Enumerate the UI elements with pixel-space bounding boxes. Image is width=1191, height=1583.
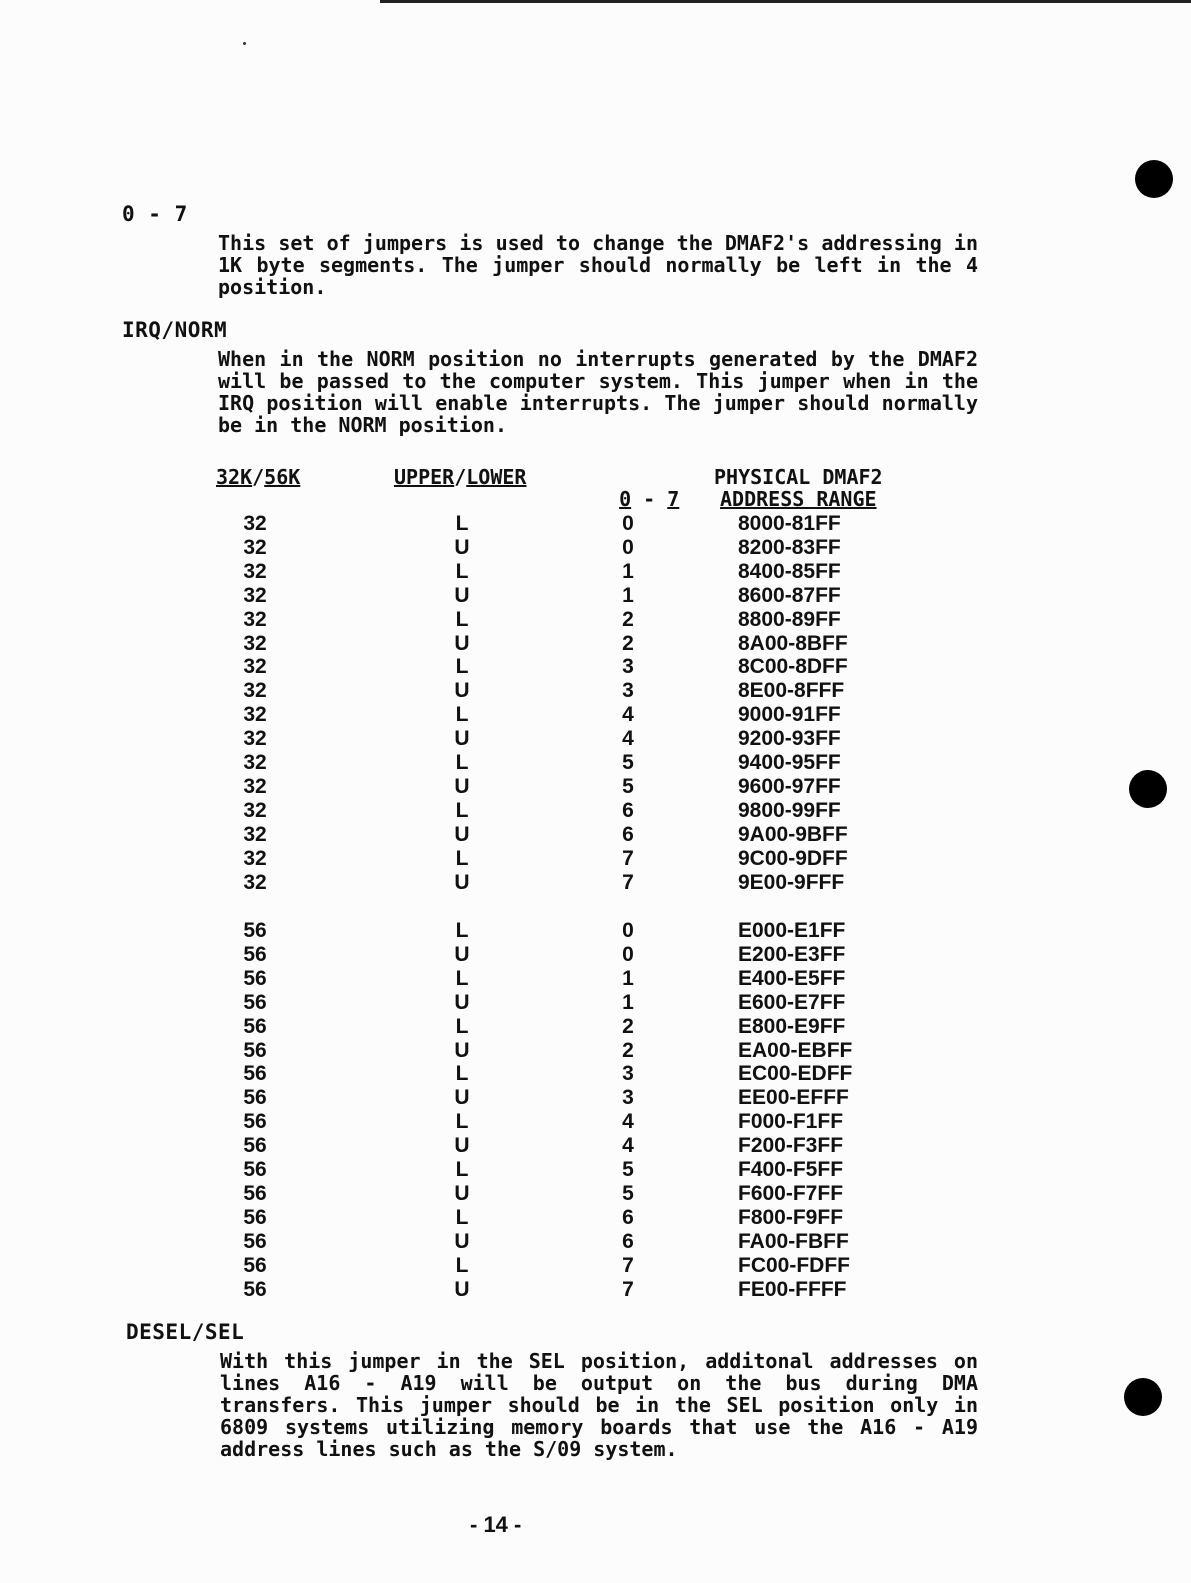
row-address-range: 9200-93FF <box>738 727 841 751</box>
row-segment: 3 <box>622 1086 634 1110</box>
table-row <box>0 703 1191 725</box>
table-row <box>0 727 1191 749</box>
row-address-range: EE00-EFFF <box>738 1086 849 1110</box>
row-address-range: 9E00-9FFF <box>738 870 845 894</box>
row-half: U <box>454 1181 470 1205</box>
row-size: 56 <box>243 942 267 966</box>
section-text-desel-sel: With this jumper in the SEL position, additonal addresses on lines A16 - A19 will be output on the bus during DMA transfers. This jumper should be in the SEL position only in 6809 systems utilizing memory boards that use the A16 - A19 address lines such as the S/09 system. <box>220 1349 978 1461</box>
row-address-range: 8A00-8BFF <box>738 631 848 655</box>
row-half: U <box>454 942 470 966</box>
table-row <box>0 775 1191 797</box>
section-text-0-7: This set of jumpers is used to change the DMAF2's addressing in 1K byte segments. The jumper should normally be left in the 4 position. <box>218 231 978 299</box>
table-header-address-range: PHYSICAL DMAF2 ADDRESS RANGE <box>714 465 883 511</box>
row-half: U <box>454 1277 470 1301</box>
row-address-range: 9C00-9DFF <box>738 846 848 870</box>
page-number: - 14 - <box>470 1512 522 1537</box>
table-header-size: 32K/56K <box>216 465 301 489</box>
row-segment: 7 <box>622 846 634 870</box>
row-half: U <box>454 583 470 607</box>
row-segment: 7 <box>622 1253 634 1277</box>
row-segment: 2 <box>622 607 634 631</box>
row-half: L <box>455 919 469 942</box>
binder-hole-top <box>1135 160 1173 198</box>
row-half: L <box>455 559 469 583</box>
row-address-range: 8C00-8DFF <box>738 655 848 679</box>
row-size: 32 <box>243 751 267 774</box>
row-segment: 2 <box>622 1038 634 1062</box>
row-address-range: FA00-FBFF <box>738 1229 849 1253</box>
row-size: 56 <box>243 1229 267 1253</box>
table-row <box>0 1254 1191 1276</box>
section-text-irq-norm: When in the NORM position no interrupts generated by the DMAF2 will be passed to the computer system. This jumper when in the IRQ position will enable interrupts. The jumper should normally be in the NORM position. <box>218 347 978 437</box>
table-row <box>0 823 1191 845</box>
row-address-range: 9600-97FF <box>738 774 841 798</box>
row-address-range: 8000-81FF <box>738 512 841 535</box>
row-half: U <box>454 990 470 1014</box>
row-size: 56 <box>243 1181 267 1205</box>
row-segment: 6 <box>622 1205 634 1229</box>
row-size: 56 <box>243 1253 267 1277</box>
table-row <box>0 608 1191 630</box>
section-heading-irq-norm: IRQ/NORM <box>122 318 228 342</box>
table-row <box>0 799 1191 821</box>
row-size: 56 <box>243 1158 267 1181</box>
row-size: 32 <box>243 846 267 870</box>
section-heading-0-7: 0 - 7 <box>122 202 188 226</box>
table-row <box>0 655 1191 677</box>
table-row <box>0 943 1191 965</box>
table-row <box>0 512 1191 534</box>
row-size: 56 <box>243 990 267 1014</box>
row-half: L <box>455 846 469 870</box>
row-segment: 2 <box>622 1014 634 1038</box>
top-border-line <box>380 0 1191 3</box>
row-address-range: 8E00-8FFF <box>738 679 845 703</box>
row-segment: 0 <box>622 919 634 942</box>
row-size: 56 <box>243 1062 267 1086</box>
table-header-segment: 0 - 7 <box>619 487 680 511</box>
row-segment: 0 <box>622 512 634 535</box>
table-row <box>0 847 1191 869</box>
table-row <box>0 560 1191 582</box>
table-row <box>0 1062 1191 1084</box>
table-row <box>0 1086 1191 1108</box>
row-segment: 4 <box>622 1110 634 1134</box>
row-segment: 1 <box>622 583 634 607</box>
row-half: L <box>455 512 469 535</box>
row-segment: 5 <box>622 1158 634 1181</box>
table-row <box>0 1182 1191 1204</box>
row-half: U <box>454 1038 470 1062</box>
row-size: 56 <box>243 1014 267 1038</box>
row-address-range: FC00-FDFF <box>738 1253 850 1277</box>
table-row <box>0 1015 1191 1037</box>
row-address-range: E800-E9FF <box>738 1014 846 1038</box>
row-address-range: 8200-83FF <box>738 535 841 559</box>
row-half: U <box>454 535 470 559</box>
table-row <box>0 632 1191 654</box>
row-size: 32 <box>243 703 267 727</box>
row-half: U <box>454 774 470 798</box>
row-size: 32 <box>243 774 267 798</box>
row-segment: 0 <box>622 942 634 966</box>
row-address-range: F400-F5FF <box>738 1158 844 1181</box>
row-segment: 6 <box>622 822 634 846</box>
table-row <box>0 1278 1191 1300</box>
row-segment: 1 <box>622 990 634 1014</box>
row-half: U <box>454 1086 470 1110</box>
row-half: U <box>454 727 470 751</box>
row-segment: 1 <box>622 559 634 583</box>
row-segment: 5 <box>622 1181 634 1205</box>
row-segment: 5 <box>622 751 634 774</box>
row-size: 32 <box>243 559 267 583</box>
table-row <box>0 1039 1191 1061</box>
table-row <box>0 751 1191 773</box>
row-segment: 1 <box>622 966 634 990</box>
row-size: 32 <box>243 870 267 894</box>
row-size: 32 <box>243 655 267 679</box>
row-size: 32 <box>243 727 267 751</box>
row-segment: 4 <box>622 703 634 727</box>
row-size: 32 <box>243 822 267 846</box>
row-address-range: FE00-FFFF <box>738 1277 847 1301</box>
row-address-range: E000-E1FF <box>738 919 846 942</box>
table-row <box>0 1158 1191 1180</box>
row-address-range: E200-E3FF <box>738 942 846 966</box>
row-size: 32 <box>243 607 267 631</box>
row-size: 56 <box>243 1134 267 1158</box>
table-header-upper-lower: UPPER/LOWER <box>394 465 527 489</box>
row-segment: 3 <box>622 655 634 679</box>
row-half: U <box>454 822 470 846</box>
row-address-range: 9400-95FF <box>738 751 841 774</box>
row-address-range: 8400-85FF <box>738 559 841 583</box>
row-segment: 5 <box>622 774 634 798</box>
row-segment: 4 <box>622 1134 634 1158</box>
table-row <box>0 679 1191 701</box>
row-size: 56 <box>243 1110 267 1134</box>
table-row <box>0 967 1191 989</box>
row-size: 32 <box>243 583 267 607</box>
table-row <box>0 919 1191 941</box>
row-address-range: F200-F3FF <box>738 1134 844 1158</box>
row-half: L <box>455 1110 469 1134</box>
row-half: L <box>455 607 469 631</box>
row-segment: 7 <box>622 870 634 894</box>
row-address-range: EC00-EDFF <box>738 1062 853 1086</box>
row-size: 32 <box>243 535 267 559</box>
row-size: 32 <box>243 631 267 655</box>
scan-speck <box>243 42 246 45</box>
row-address-range: 8800-89FF <box>738 607 841 631</box>
row-half: U <box>454 1134 470 1158</box>
row-segment: 7 <box>622 1277 634 1301</box>
row-address-range: E600-E7FF <box>738 990 846 1014</box>
row-half: L <box>455 1062 469 1086</box>
row-half: L <box>455 655 469 679</box>
row-half: L <box>455 1014 469 1038</box>
row-segment: 6 <box>622 798 634 822</box>
row-size: 56 <box>243 1277 267 1301</box>
table-row <box>0 991 1191 1013</box>
row-address-range: EA00-EBFF <box>738 1038 853 1062</box>
row-address-range: 8600-87FF <box>738 583 841 607</box>
table-row <box>0 1110 1191 1132</box>
row-half: L <box>455 1253 469 1277</box>
table-row <box>0 536 1191 558</box>
row-half: U <box>454 870 470 894</box>
row-address-range: 9000-91FF <box>738 703 841 727</box>
table-row <box>0 584 1191 606</box>
row-half: L <box>455 1158 469 1181</box>
table-row <box>0 1134 1191 1156</box>
row-half: U <box>454 1229 470 1253</box>
row-size: 56 <box>243 966 267 990</box>
row-segment: 0 <box>622 535 634 559</box>
table-row <box>0 1206 1191 1228</box>
row-segment: 3 <box>622 1062 634 1086</box>
row-segment: 2 <box>622 631 634 655</box>
binder-hole-bottom <box>1124 1378 1162 1416</box>
row-size: 32 <box>243 679 267 703</box>
row-size: 56 <box>243 1038 267 1062</box>
table-row <box>0 1230 1191 1252</box>
row-size: 32 <box>243 798 267 822</box>
row-address-range: F000-F1FF <box>738 1110 844 1134</box>
row-address-range: F600-F7FF <box>738 1181 844 1205</box>
row-half: L <box>455 751 469 774</box>
section-heading-desel-sel: DESEL/SEL <box>126 1320 245 1344</box>
row-half: U <box>454 631 470 655</box>
row-size: 56 <box>243 1205 267 1229</box>
row-address-range: E400-E5FF <box>738 966 846 990</box>
row-half: U <box>454 679 470 703</box>
row-address-range: 9800-99FF <box>738 798 841 822</box>
row-half: L <box>455 966 469 990</box>
row-segment: 3 <box>622 679 634 703</box>
row-segment: 4 <box>622 727 634 751</box>
row-half: L <box>455 703 469 727</box>
row-address-range: 9A00-9BFF <box>738 822 848 846</box>
row-size: 56 <box>243 919 267 942</box>
row-size: 32 <box>243 512 267 535</box>
row-segment: 6 <box>622 1229 634 1253</box>
table-row <box>0 871 1191 893</box>
row-size: 56 <box>243 1086 267 1110</box>
row-address-range: F800-F9FF <box>738 1205 844 1229</box>
row-half: L <box>455 1205 469 1229</box>
row-half: L <box>455 798 469 822</box>
